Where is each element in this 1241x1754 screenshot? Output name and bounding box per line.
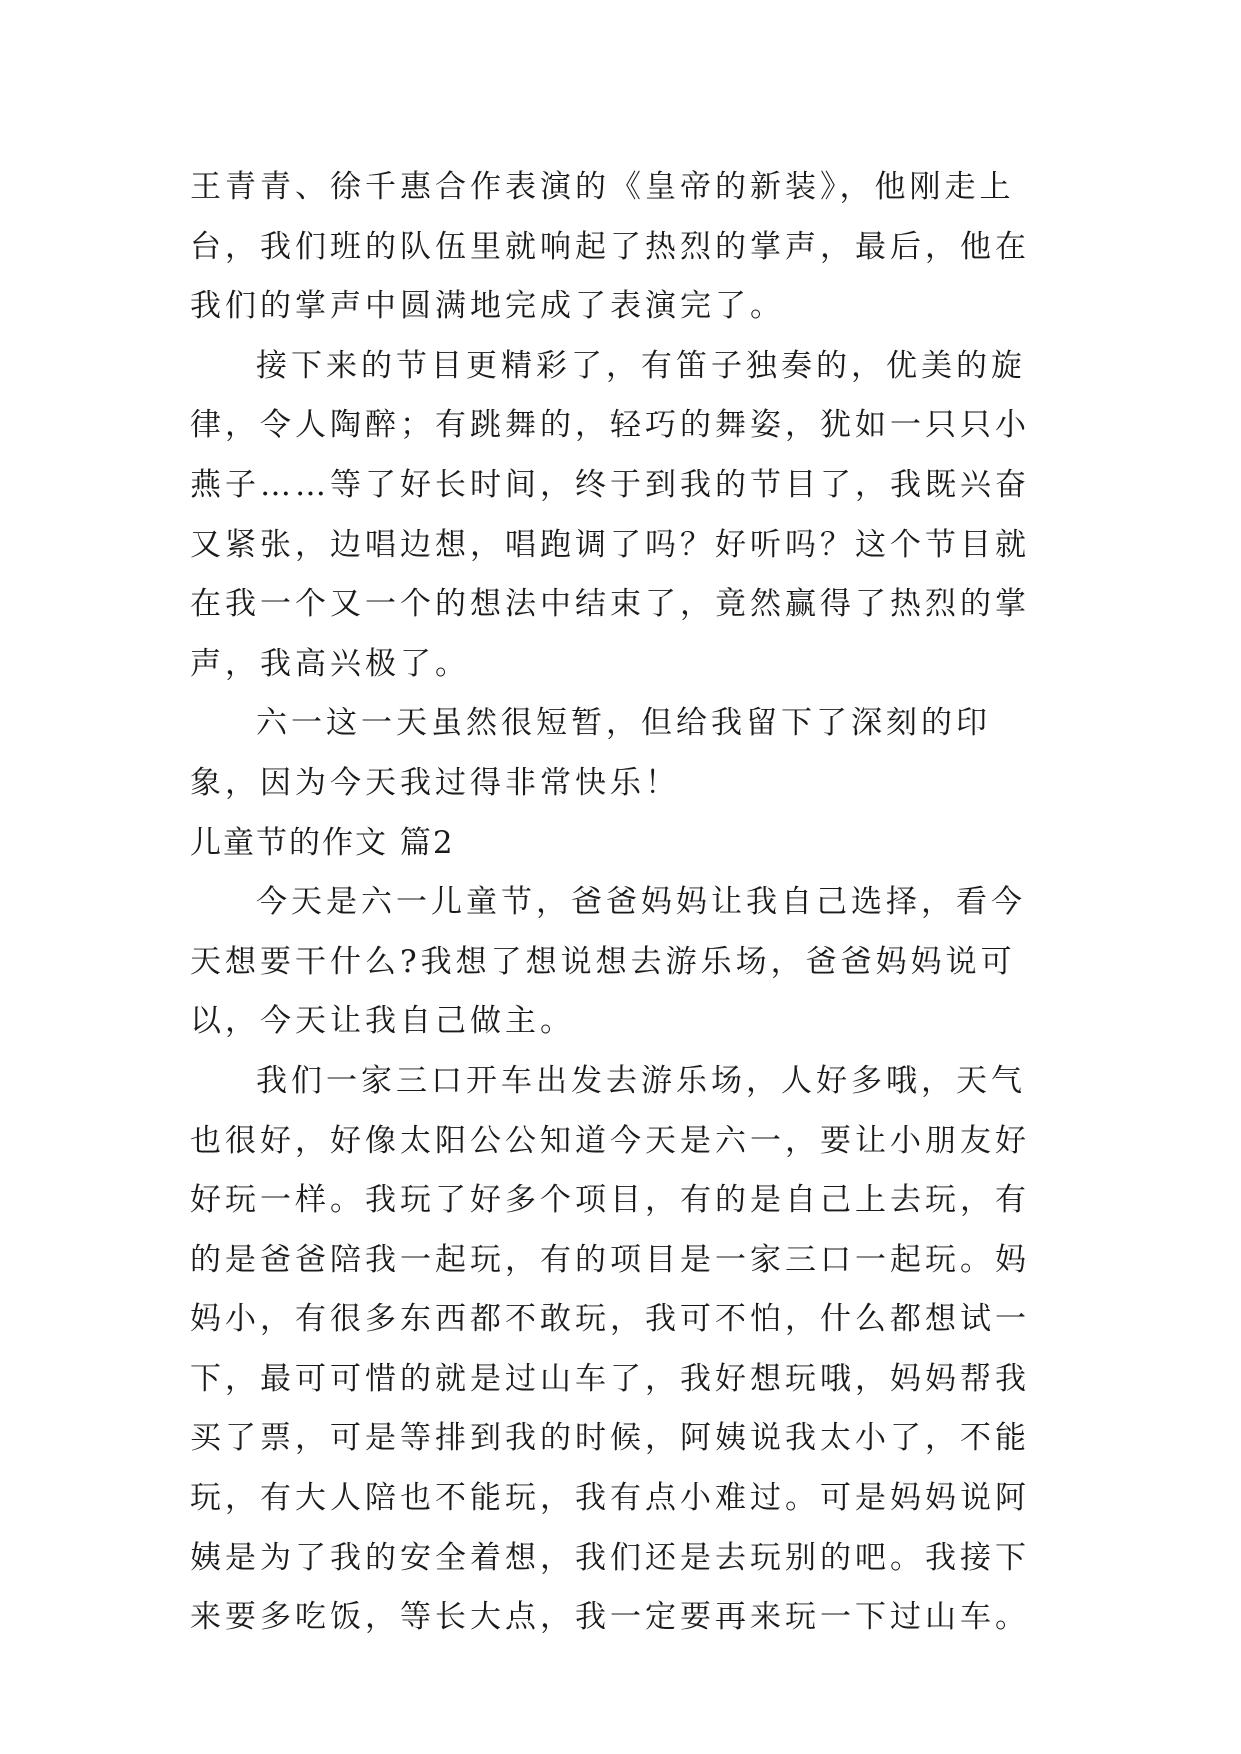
section-heading: 儿童节的作文 篇2 [190, 824, 455, 861]
paragraph: 王青青、徐千惠合作表演的《皇帝的新装》，他刚走上台，我们班的队伍里就响起了热烈的掌声，最后，他在我们的掌声中圆满地完成了表演完了。 [190, 169, 1030, 325]
paragraph: 六一这一天虽然很短暂，但给我留下了深刻的印象，因为今天我过得非常快乐！ [190, 705, 991, 801]
paragraph: 我们一家三口开车出发去游乐场，人好多哦，天气也很好，好像太阳公公知道今天是六一，要让小朋友好好玩一样。我玩了好多个项目，有的是自己上去玩，有的是爸爸陪我一起玩，有的项目是一家三口一起玩。妈妈小，有很多东西都不敢玩，我可不怕，什么都想试一下，最可可惜的就是过山车了，我好想玩哦，妈妈帮我买了票，可是等排到我的时候，阿姨说我太小了，不能玩，有大人陪也不能玩，我有点小难过。可是妈妈说阿姨是为了我的安全着想，我们还是去玩别的吧。我接下来要多吃饭，等长大点，我一定要再来玩一下过山车。 [190, 1062, 1030, 1636]
paragraph: 今天是六一儿童节，爸爸妈妈让我自己选择，看今天想要干什么?我想了想说想去游乐场，爸爸妈妈说可以，今天让我自己做主。 [190, 884, 1026, 1040]
paragraph: 接下来的节目更精彩了，有笛子独奏的，优美的旋律，令人陶醉；有跳舞的，轻巧的舞姿，犹如一只只小燕子……等了好长时间，终于到我的节目了，我既兴奋又紧张，边唱边想，唱跑调了吗？好听吗？这个节目就在我一个又一个的想法中结束了，竟然赢得了热烈的掌声，我高兴极了。 [190, 347, 1030, 682]
document-body [190, 158, 1050, 1648]
